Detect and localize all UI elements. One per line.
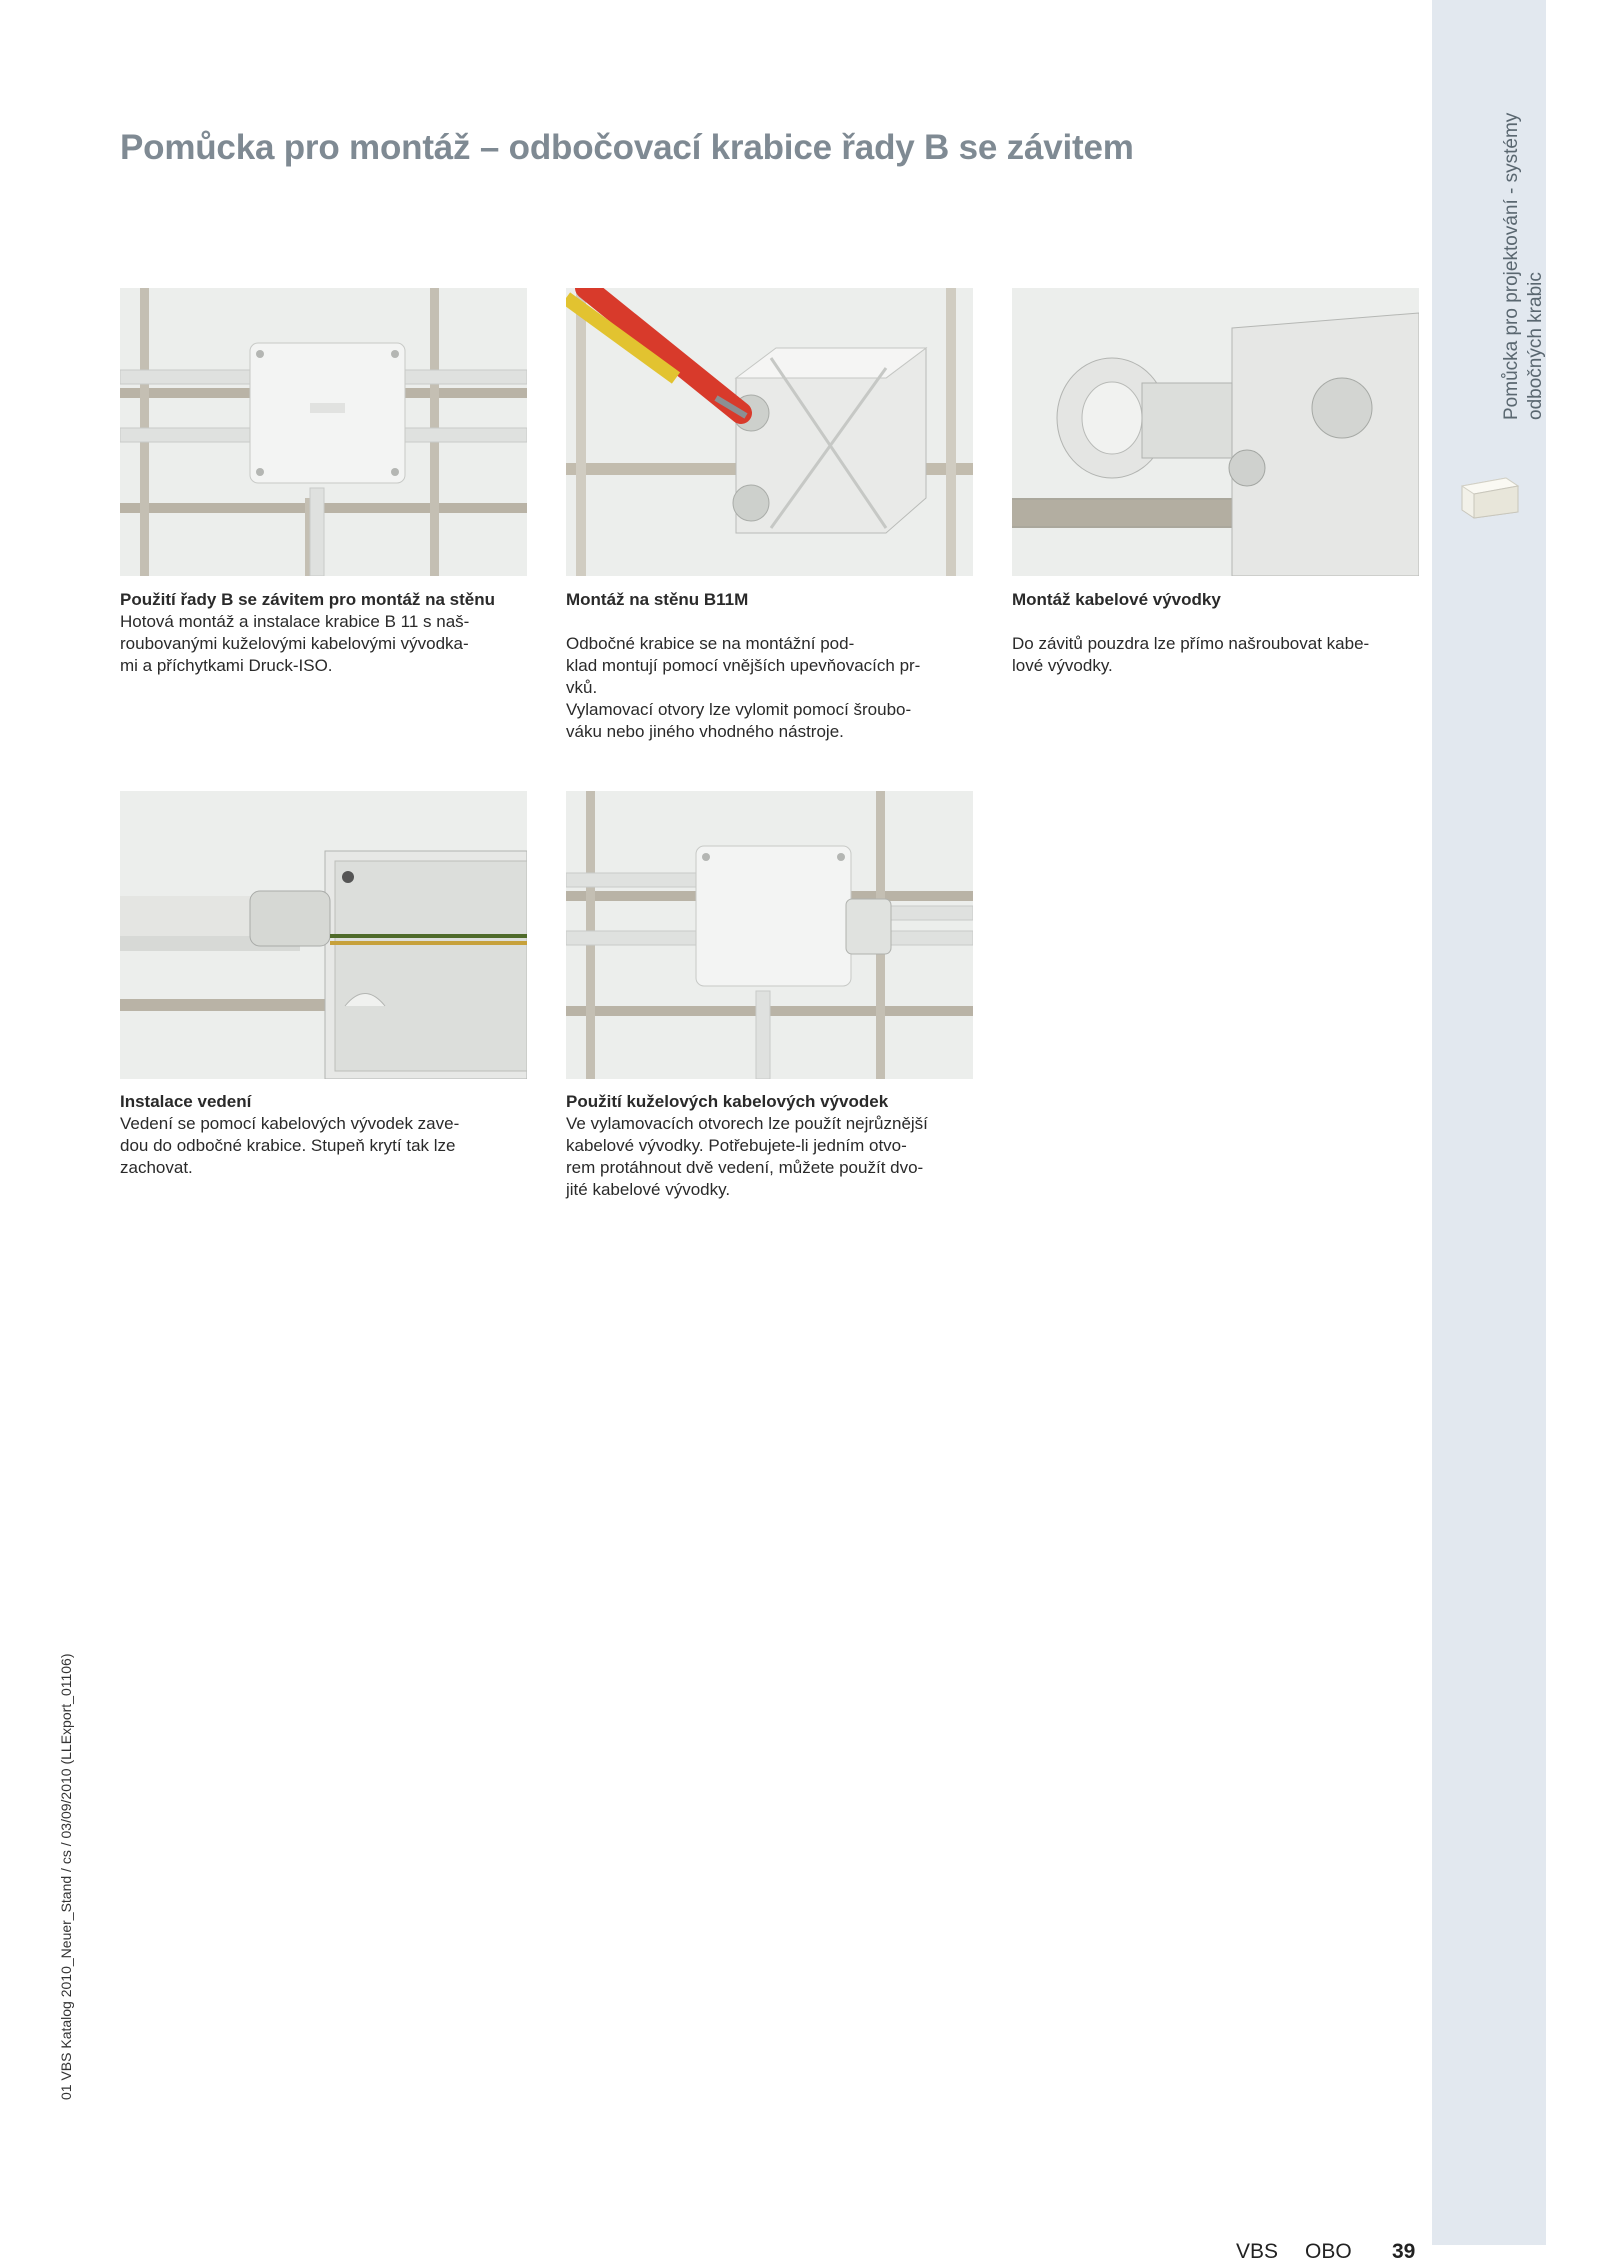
caption-gland-mount	[1012, 589, 1422, 677]
caption-line: Hotová montáž a instalace krabice B 11 s naš-	[120, 612, 470, 631]
caption-wall-mount	[120, 589, 530, 677]
caption-line: vků.	[566, 678, 598, 697]
footer-obo: OBO	[1305, 2240, 1352, 2263]
caption-line: Vedení se pomocí kabelových vývodek zave-	[120, 1114, 460, 1133]
sidebar-label-line2: odbočných krabic	[1525, 272, 1546, 420]
caption-line: dou do odbočné krabice. Stupeň krytí tak lze	[120, 1136, 456, 1155]
print-job-footer: 01 VBS Katalog 2010_Neuer_Stand / cs / 03/09/2010 (LLExport_01106)	[58, 1653, 74, 2100]
photo-cable-gland-closeup	[1012, 288, 1419, 576]
caption-line: rem protáhnout dvě vedení, můžete použít dvo-	[566, 1158, 924, 1177]
junction-box-thumbnail-icon	[1458, 474, 1522, 520]
caption-line: roubovanými kuželovými kabelovými vývodka-	[120, 634, 469, 653]
caption-title: Použití kuželových kabelových vývodek	[566, 1092, 889, 1111]
caption-line: mi a příchytkami Druck-ISO.	[120, 656, 333, 675]
photo-screwdriver-knockout	[566, 288, 973, 576]
caption-line: zachovat.	[120, 1158, 193, 1177]
caption-cable-installation	[120, 1091, 530, 1179]
caption-line: váku nebo jiného vhodného nástroje.	[566, 722, 844, 741]
page-number: 39	[1392, 2240, 1416, 2263]
caption-line: Ve vylamovacích otvorech lze použít nejrůznější	[566, 1114, 928, 1133]
caption-line: Vylamovací otvory lze vylomit pomocí šroubo-	[566, 700, 912, 719]
photo-double-cable-gland	[566, 791, 973, 1079]
caption-title: Montáž na stěnu B11M	[566, 590, 749, 609]
sidebar-label-line1: Pomůcka pro projektování - systémy	[1501, 112, 1522, 420]
caption-line: Odbočné krabice se na montážní pod-	[566, 634, 855, 653]
footer-vbs: VBS	[1236, 2240, 1279, 2263]
page-title: Pomůcka pro montáž – odbočovací krabice řady B se závitem	[120, 128, 1134, 167]
photo-wall-mounted-box	[120, 288, 527, 576]
caption-title: Instalace vedení	[120, 1092, 252, 1111]
caption-line: kabelové vývodky. Potřebujete-li jedním otvo-	[566, 1136, 907, 1155]
caption-line: jité kabelové vývodky.	[566, 1180, 731, 1199]
caption-line: Do závitů pouzdra lze přímo našroubovat kabe-	[1012, 634, 1370, 653]
caption-line: klad montují pomocí vnějších upevňovacích pr-	[566, 656, 921, 675]
caption-line: lové vývodky.	[1012, 656, 1113, 675]
caption-conical-glands	[566, 1091, 976, 1201]
sidebar-label	[1500, 113, 1548, 420]
caption-b11m	[566, 589, 976, 743]
photo-cable-installation	[120, 791, 527, 1079]
caption-title: Použití řady B se závitem pro montáž na stěnu	[120, 590, 496, 609]
caption-title: Montáž kabelové vývodky	[1012, 590, 1221, 609]
